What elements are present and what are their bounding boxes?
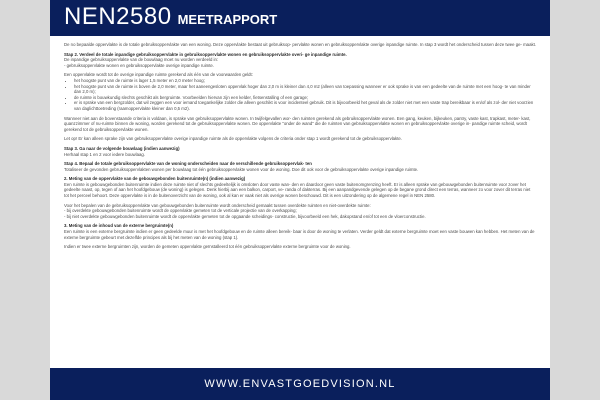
section2-item: - bij overdekte gebouwgebonden buitenruimte wordt de oppervlakte gemeten tot de verticale projectie van de overkapping;: [64, 208, 297, 214]
step2-item: - gebruiksoppervlakte wonen en gebruiksoppervlakte overige inpandige ruimte.: [64, 62, 215, 68]
step2-criteria-list: [64, 78, 536, 112]
website-link[interactable]: WWW.ENVASTGOEDVISION.NL: [204, 378, 396, 390]
step2-text: De inpandige gebruiksoppervlakte van de bouwlaag moet nu worden verdeeld in:: [64, 57, 219, 63]
step2-text3: Wanneer niet aan de bovenstaande criteria is voldaan, is sprake van gebruiksoppervlakte wonen. In twijfelgevallen wor- den ruimten gerekend als gebruiksoppervlakte wonen. Een gang, keuken, bijkeuken, pantry, vaste kast, trapkast, meter- kast, quanzzimmer of nu-ruimte binnen de woning, worden gerekend tot de gebruiksoppervlakte wonen. De oppervlakte "onder de wand" die de ruimten van gebruiksoppervlakte wonen en gebruiksoppervlakte overige in- pandige ruimte scheid, wordt gerekend tot de gebruiksoppervlakte wonen.: [64, 115, 531, 132]
section2-text: Een ruimte is gebouwgebonden buitenruimte indien deze ruimte niet of slechts gedeeltelijk is omsloten door vaste wan- den en daardoor geen vaste buitenomgrenzing heeft. Er is alleen sprake van gebouwgebonden buitenruimte voor zover het gedeelte naast, op, tegen of aan het hoofdgebouw (de woning) is gelegen. Denk hierbij aan een balkon, carport, ve- randa of dakterras. Bij een aanpandgevende gelegen op de begane grond direct een terras, wanneer zo voor zover dit terras niet tot het perceel behoort. Deze oppervlakte is in de buitenoverzicht van de woning, ook al kan er vaak niet als overige wonen beschouwd. Dit is een uitzondering op de algemene regel in NEN 2580.: [64, 181, 531, 199]
list-item: • het hoogste punt van de ruimte is lager 1,5 meter en 2,0 meter hoog;: [74, 78, 536, 84]
step2-heading: Stap 2. Verdeel de totale inpandige gebruiksoppervlakte in gebruiksoppervlakte wonen en gebruiksoppervlakte overi- ge inpandige ruimte.: [64, 51, 347, 57]
list-item: • de ruimte is bouwkundig slechts geschikt als bergruimte. Voorbeelden hiervan zijn een kelder, fietsenstalling of een garage;: [74, 95, 536, 101]
document-page: [50, 0, 550, 400]
intro-paragraph: De no bepaalde oppervlakte is de totale gebruiksoppervlakte van een woning. Deze oppervlakte bestaat uit gebruiksop- pervlakte wonen en gebruiksoppervlakte overige inpandige ruimte. In stap 3 wordt het onderscheid tussen deze twee ge- maakt.: [64, 42, 536, 47]
step2-criteria-intro: Een oppervlakte wordt tot de overige inpandige ruimte gerekend als één van de voorwaarden geldt:: [64, 72, 253, 78]
step2-note: Let op! Er kan alleen sprake zijn van gebruiksoppervlakte overige inpandige ruimte als de oppervlakte volgens de criteria onder stap 1 wordt gerekend tot de gebruiksoppervlakte.: [64, 136, 402, 142]
step3-text: Herhaal stap 1 en 2 voor iedere bouwlaag.: [64, 151, 145, 157]
section3-text2: Indien er twee externe bergruimten zijn, worden de gemeten oppervlakte geïnstalleerd tot één gebruiksoppervlakte externe bergruimte voor de woning.: [64, 244, 351, 250]
section2-item: - bij niet overdekte gebouwgebonden buitenruimte wordt de oppervlakte gemeten tot de opgaande scheidings- constructie, bijvoorbeeld een hek, dakopstand en/of tot een de vloerconstructie.: [64, 213, 426, 219]
list-item: • het hoogste punt van de ruimte is boven de 2,0 meter, maar het aaneengesloten oppervlak hoger dan 2,0 m is kleiner dan 4,0 m2 (alleen van toepassing wanneer er ook sprake is van een gedeelte van de ruimte met een hoog- te van minder dan 2,0 m);: [74, 84, 536, 95]
step4-text: Totaliseer de gevonden gebruiksoppervlakten wonen per bouwlaag tot één gebruiksoppervlakte wonen voor de woning. Doe dit ook voor de gebruiksoppervlakte overige inpandige ruimte.: [64, 166, 419, 172]
document-body: [50, 36, 550, 374]
step4-heading: Stap 4. Bepaal de totale gebruiksoppervlakte van de woning onderscheiden naar de verschillende gebruiksoppervlak- ten: [64, 161, 312, 167]
document-subtitle: MEETRAPPORT: [177, 12, 278, 27]
section3-text: Een ruimte is een externe bergruimte indien er geen gedeelde muur is met het hoofdgebouw en de ruimte alleen bereik- baar is door de woning te verlaten. Verder geldt dat externe bergruimte moet een vaste bouwen kan hebben. Het meten van de externe bergruimte gebeurt met dezelfde principes als bij het meten van de woning (stap 1).: [64, 229, 535, 240]
step3-heading: Stap 3. Ga naar de volgende bouwlaag (indien aanwezig): [64, 145, 180, 151]
section3-heading: 3. Meting van de inhoud van de externe bergruimte(n): [64, 223, 174, 229]
section2-heading: 2. Meting van de oppervlakte van de gebouwgebonden buitenruimte(n) (indien aanwezig): [64, 176, 246, 182]
list-item: • er is sprake van een bergzolder, dat wil zeggen een voor iemand toegankelijke zolder die alleen geschikt is voor incidenteel gebruik. Dit is bijvoorbeeld het geval als de zolder niet met een vaste trap bereikbaar is en/of als zol- der niet voorzien van daglichttoetreding (raamoppervlakte kleiner dan 0,5 m2).: [74, 100, 536, 111]
section2-text2: Voor het bepalen van de gebruiksoppervlakte van gebouwgebonden buitenruimte wordt onderscheid gemaakt tussen overdekte ruimten en niet-overdekte ruimte:: [64, 202, 371, 208]
page-header: [50, 0, 550, 36]
document-code: NEN2580: [64, 3, 172, 30]
page-footer: [50, 368, 550, 400]
